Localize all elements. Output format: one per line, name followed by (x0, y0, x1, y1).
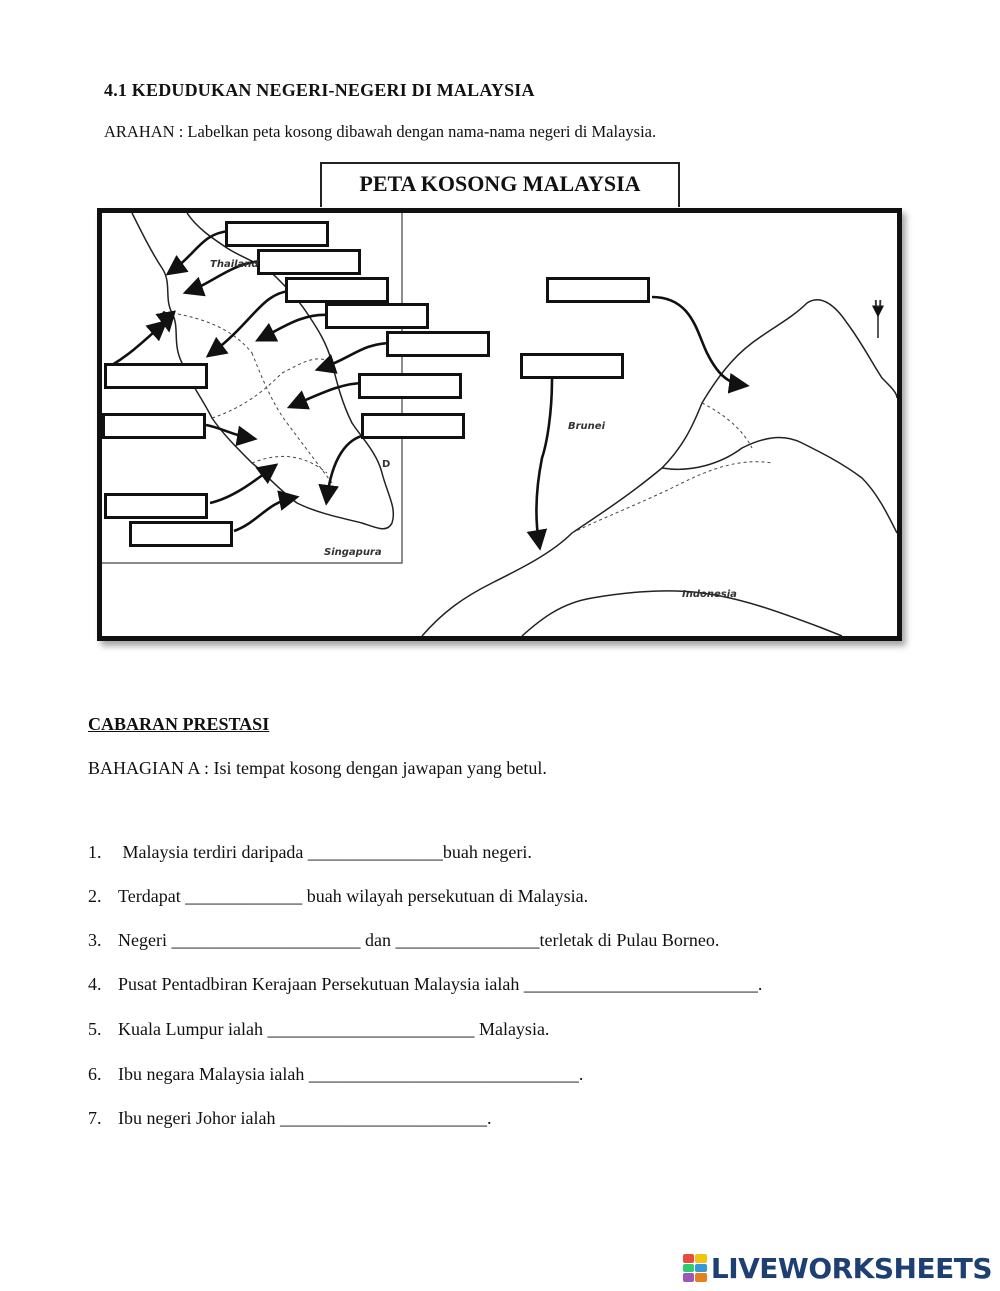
label-box-8[interactable] (102, 413, 206, 439)
label-box-13[interactable] (520, 353, 624, 379)
label-box-9[interactable] (361, 413, 465, 439)
question-4[interactable] (88, 974, 762, 995)
question-5[interactable] (88, 1019, 549, 1040)
label-box-5[interactable] (386, 331, 490, 357)
question-7[interactable] (88, 1108, 491, 1129)
label-box-1[interactable] (225, 221, 329, 247)
question-number: 3. (88, 930, 102, 950)
page-heading: 4.1 KEDUDUKAN NEGERI-NEGERI DI MALAYSIA (104, 80, 535, 100)
label-box-2[interactable] (257, 249, 361, 275)
question-text: Ibu negara Malaysia ialah ______________________________. (118, 1064, 584, 1084)
question-text: Pusat Pentadbiran Kerajaan Persekutuan Malaysia ialah __________________________. (118, 974, 763, 994)
question-number: 4. (88, 974, 102, 994)
label-box-11[interactable] (129, 521, 233, 547)
question-text: Kuala Lumpur ialah _______________________ Malaysia. (118, 1019, 550, 1039)
question-text: Malaysia terdiri daripada _______________buah negeri. (118, 842, 532, 862)
section-title: CABARAN PRESTASI (88, 714, 270, 734)
compass-label: U (874, 299, 883, 310)
liveworksheets-logo[interactable] (683, 1252, 992, 1284)
label-box-4[interactable] (325, 303, 429, 329)
logo-icon (683, 1254, 707, 1282)
label-box-12[interactable] (546, 277, 650, 303)
question-number: 5. (88, 1019, 102, 1039)
label-box-10[interactable] (104, 493, 208, 519)
question-2[interactable] (88, 886, 588, 907)
question-number: 1. (88, 842, 102, 862)
logo-text: LIVEWORKSHEETS (710, 1251, 992, 1285)
sea-letter: D (382, 459, 391, 470)
question-number: 2. (88, 886, 102, 906)
brunei-label: Brunei (568, 421, 606, 432)
question-text: Ibu negeri Johor ialah _______________________. (118, 1108, 492, 1128)
label-box-6[interactable] (358, 373, 462, 399)
map-instruction: ARAHAN : Labelkan peta kosong dibawah dengan nama-nama negeri di Malaysia. (104, 122, 657, 141)
question-text: Negeri _____________________ dan ________________terletak di Pulau Borneo. (118, 930, 720, 950)
question-number: 7. (88, 1108, 102, 1128)
question-1[interactable] (88, 842, 532, 863)
blank-map (97, 208, 902, 641)
label-box-7[interactable] (104, 363, 208, 389)
section-instruction: BAHAGIAN A : Isi tempat kosong dengan jawapan yang betul. (88, 758, 547, 778)
map-title: PETA KOSONG MALAYSIA (320, 162, 680, 207)
question-number: 6. (88, 1064, 102, 1084)
map-outline (102, 213, 897, 636)
thailand-label: Thailand (210, 259, 259, 270)
question-6[interactable] (88, 1064, 583, 1085)
borneo-outline (422, 300, 897, 636)
question-3[interactable] (88, 930, 719, 951)
indonesia-label: Indonesia (682, 589, 737, 600)
singapura-label: Singapura (324, 547, 382, 558)
question-text: Terdapat _____________ buah wilayah persekutuan di Malaysia. (118, 886, 589, 906)
label-box-3[interactable] (285, 277, 389, 303)
